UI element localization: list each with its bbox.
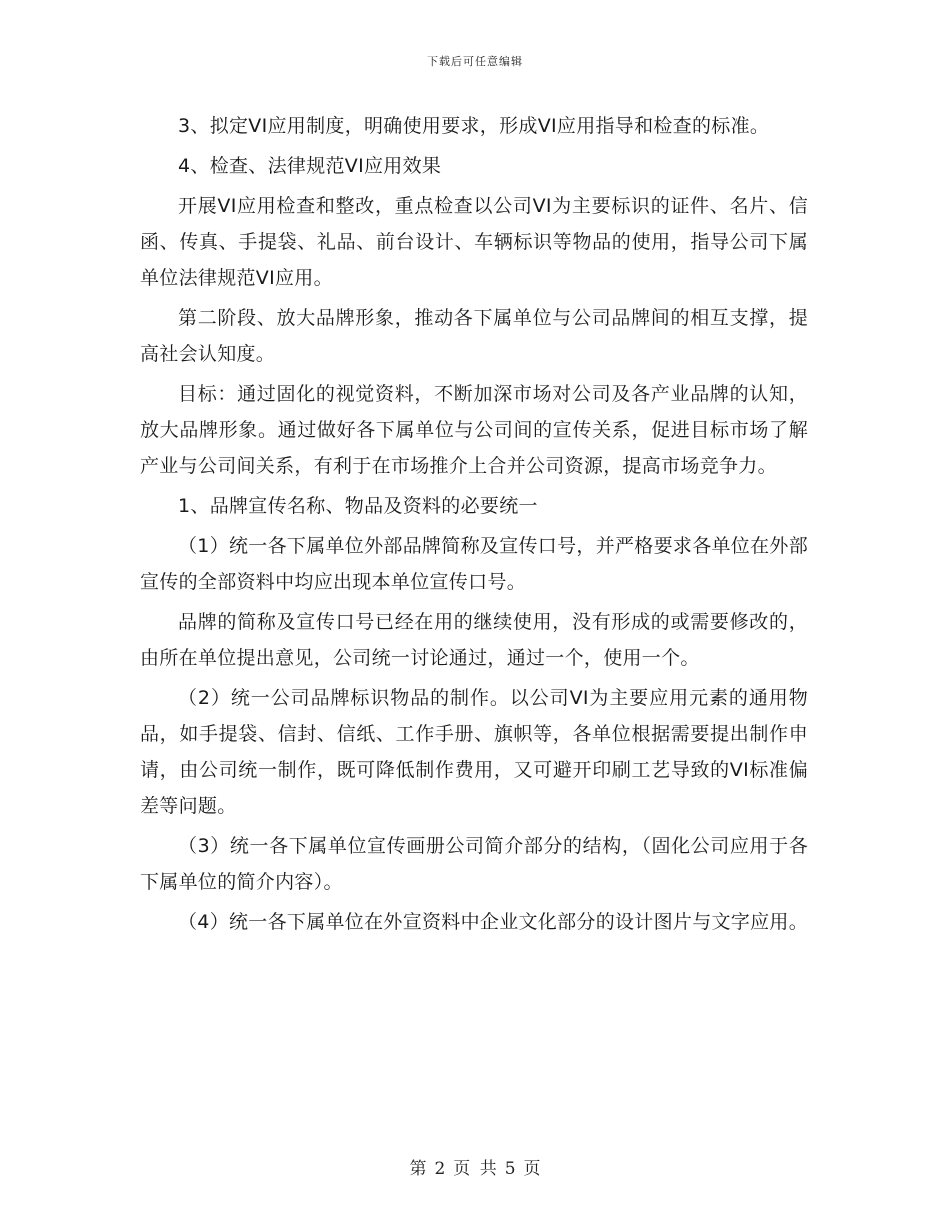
footer-middle: 页 共 [453, 1159, 497, 1179]
paragraph-11: （4）统一各下属单位在外宣资料中企业文化部分的设计图片与文字应用。 [178, 911, 808, 933]
footer-prefix: 第 [409, 1159, 427, 1179]
paragraph-5: 目标：通过固化的视觉资料，不断加深市场对公司及各产业品牌的认知，放大品牌形象。通过做好各下属单位与公司间的宣传关系，促进目标市场了解产业与公司间关系，有利于在市场推介上合并公司资源，提高市场竞争力。 [140, 383, 808, 477]
paragraph-8: 品牌的简称及宣传口号已经在用的继续使用，没有形成的或需要修改的，由所在单位提出意见，公司统一讨论通过，通过一个，使用一个。 [140, 611, 808, 669]
paragraph-6: 1、品牌宣传名称、物品及资料的必要统一 [178, 495, 538, 517]
paragraph-1: 3、拟定VI应用制度，明确使用要求，形成VI应用指导和检查的标准。 [178, 115, 770, 137]
paragraph-10: （3）统一各下属单位宣传画册公司简介部分的结构，（固化公司应用于各下属单位的简介内容）。 [140, 835, 808, 893]
footer-total-pages: 5 [504, 1159, 516, 1179]
page-header: 下载后可任意编辑 [427, 55, 523, 68]
paragraph-2: 4、检查、法律规范VI应用效果 [178, 155, 442, 177]
paragraph-7: （1）统一各下属单位外部品牌简称及宣传口号，并严格要求各单位在外部宣传的全部资料中均应出现本单位宣传口号。 [140, 535, 808, 593]
document-body [140, 108, 808, 944]
paragraph-3: 开展VI应用检查和整改，重点检查以公司VI为主要标识的证件、名片、信函、传真、手提袋、礼品、前台设计、车辆标识等物品的使用，指导公司下属单位法律规范VI应用。 [140, 195, 808, 289]
footer-current-page: 2 [434, 1159, 446, 1179]
footer-suffix: 页 [523, 1159, 541, 1179]
paragraph-4: 第二阶段、放大品牌形象，推动各下属单位与公司品牌间的相互支撑，提高社会认知度。 [140, 307, 808, 365]
paragraph-9: （2）统一公司品牌标识物品的制作。以公司VI为主要应用元素的通用物品，如手提袋、信封、信纸、工作手册、旗帜等，各单位根据需要提出制作申请，由公司统一制作，既可降低制作费用，又可避开印刷工艺导致的VI标准偏差等问题。 [140, 687, 808, 817]
page-footer [0, 1154, 950, 1179]
